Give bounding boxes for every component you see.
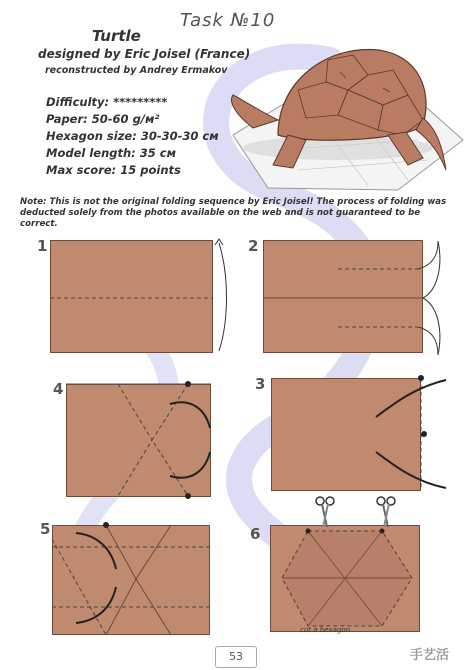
model-title: Turtle — [92, 27, 141, 45]
step-5-number: 5 — [40, 520, 51, 538]
step-2-lines — [258, 235, 474, 360]
step-6-lines — [264, 492, 434, 637]
watermark-logo: 手艺活 — [410, 648, 450, 663]
step-6-number: 6 — [250, 525, 261, 543]
step-6-caption: cut a hexagon — [300, 626, 351, 634]
spec-paper: Paper: 50-60 g/м² — [46, 112, 160, 126]
task-heading: Task №10 — [180, 10, 276, 31]
step-3-number: 3 — [255, 375, 266, 393]
spec-difficulty: Difficulty: ********* — [46, 95, 168, 109]
spec-model-length: Model length: 35 см — [46, 146, 177, 160]
disclaimer-note: Note: This is not the original folding sequence by Eric Joisel! The process of folding was deducted solely from the photos available on the web and is not guaranteed to be correct. — [20, 197, 447, 229]
spec-max-score: Max score: 15 points — [46, 163, 181, 177]
turtle-model-illustration — [218, 40, 468, 195]
step-1-lines — [45, 235, 235, 360]
step-3-lines — [266, 372, 456, 497]
step-5-lines — [46, 519, 216, 641]
step-1-number: 1 — [37, 237, 48, 255]
specs-list — [46, 94, 219, 179]
step-4-number: 4 — [53, 380, 64, 398]
scissors-icon — [374, 495, 398, 529]
step-2-number: 2 — [248, 237, 259, 255]
page-number: 53 — [215, 646, 257, 668]
spec-hexagon-size: Hexagon size: 30-30-30 см — [46, 129, 219, 143]
scissors-icon — [313, 495, 337, 529]
reconstruction-credit: reconstructed by Andrey Ermakov — [45, 65, 228, 76]
step-4-lines — [60, 378, 220, 503]
designer-credit: designed by Eric Joisel (France) — [38, 47, 251, 61]
